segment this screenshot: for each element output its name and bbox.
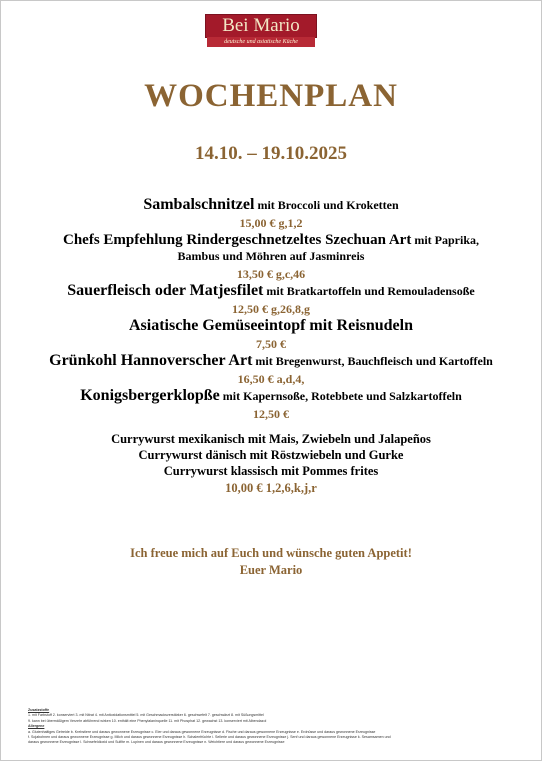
dish-price: 13,50 € g,c,46 <box>236 267 306 281</box>
dish-name: Asiatische Gemüseeintopf mit Reisnudeln <box>129 317 413 334</box>
additives-text: 9. kann bei übermäßigem Verzehr abführend wirken 10. enthält eine Phenylalaninquelle 11. mit Phosphat 12. gewachst 13. konserviert mit Albendazol <box>28 718 267 723</box>
additives-text: 1. mit Farbstoff 2. konserviert 3. mit Nitrat 4. mit Antioxidationsmittel 5. mit Geschmacksverstärker 6. geschwefelt 7. geschwärzt 8. mit Süßungsmittel <box>28 713 264 718</box>
dish-price: 15,00 € g,1,2 <box>239 216 303 230</box>
dish-price: 7,50 € <box>256 337 286 351</box>
currywurst-price: 10,00 € 1,2,6,k,j,r <box>225 481 317 495</box>
menu-item <box>0 318 542 352</box>
dish-name: Sambalschnitzel <box>143 196 255 213</box>
closing-greeting: Ich freue mich auf Euch und wünsche guten Appetit! <box>130 546 412 560</box>
dish-price: 12,50 € <box>253 407 289 421</box>
dish-price: 12,50 € g,26,8,g <box>232 302 310 316</box>
date-range: 14.10. – 19.10.2025 <box>195 143 347 164</box>
dish-name: Sauerfleisch oder Matjesfilet <box>67 282 264 299</box>
dish-description: mit Bregenwurst, Bauchfleisch und Kartoffeln <box>252 354 493 368</box>
dish-description-continued: Bambus und Möhren auf Jasminreis <box>177 249 365 263</box>
menu-item <box>0 197 542 231</box>
allergens-heading: Allergene <box>28 724 45 729</box>
currywurst-option: Currywurst dänisch mit Röstzwiebeln und Gurke <box>138 448 404 462</box>
currywurst-option: Currywurst klassisch mit Pommes frites <box>163 464 379 478</box>
additives-heading: Zusatzstoffe <box>28 708 50 712</box>
menu-list <box>0 197 542 423</box>
allergens-text: daraus gewonnene Erzeugnisse l. Schwefeldioxid und Sulfite m. Lupinen und daraus gewonnene Erzeugnisse n. Weichtiere und daraus gewonnene Erzeugnisse <box>28 740 285 745</box>
dish-price: 16,50 € a,d,4, <box>237 372 305 386</box>
closing-signature: Euer Mario <box>239 563 303 577</box>
menu-item <box>0 283 542 317</box>
dish-description: mit Kapernsoße, Rotebbete und Salzkartoffeln <box>219 389 462 403</box>
restaurant-logo <box>203 12 319 50</box>
dish-name: Konigsbergerklopße <box>80 387 220 404</box>
logo-name: Bei Mario <box>205 14 317 38</box>
currywurst-section <box>0 431 542 497</box>
dish-description: mit Bratkartoffeln und Remouladensoße <box>263 284 475 298</box>
dish-name: Chefs Empfehlung Rindergeschnetzeltes Szechuan Art <box>63 232 412 248</box>
page-title: WOCHENPLAN <box>144 78 398 114</box>
allergens-text: a. Glutenhaltiges Getreide b. Krebstiere und daraus gewonnene Erzeugnisse c. Eier und daraus gewonnene Erzeugnisse d. Fische und daraus gewonnene Erzeugnisse e. Erdnüsse und daraus gewonnene Erzeugnisse <box>28 729 376 734</box>
menu-item <box>0 353 542 387</box>
dish-name: Grünkohl Hannoverscher Art <box>49 352 253 369</box>
menu-item <box>0 388 542 422</box>
closing-message <box>0 545 542 579</box>
allergens-text: f. Sojabohnen und daraus gewonnene Erzeugnisse g. Milch und daraus gewonnene Erzeugnisse h. Schalenfrüchte i. Sellerie und daraus gewonnene Erzeugnisse j. Senf und daraus gewonnene Erzeugnisse k. Sesamsamen und <box>28 735 391 740</box>
currywurst-option: Currywurst mexikanisch mit Mais, Zwiebeln und Jalapeños <box>111 432 431 446</box>
footnotes <box>28 708 518 746</box>
logo-tagline: deutsche und asiatische Küche <box>207 37 315 47</box>
dish-description: mit Broccoli und Kroketten <box>254 198 399 212</box>
menu-item <box>0 232 542 282</box>
dish-description: mit Paprika, <box>411 233 479 247</box>
